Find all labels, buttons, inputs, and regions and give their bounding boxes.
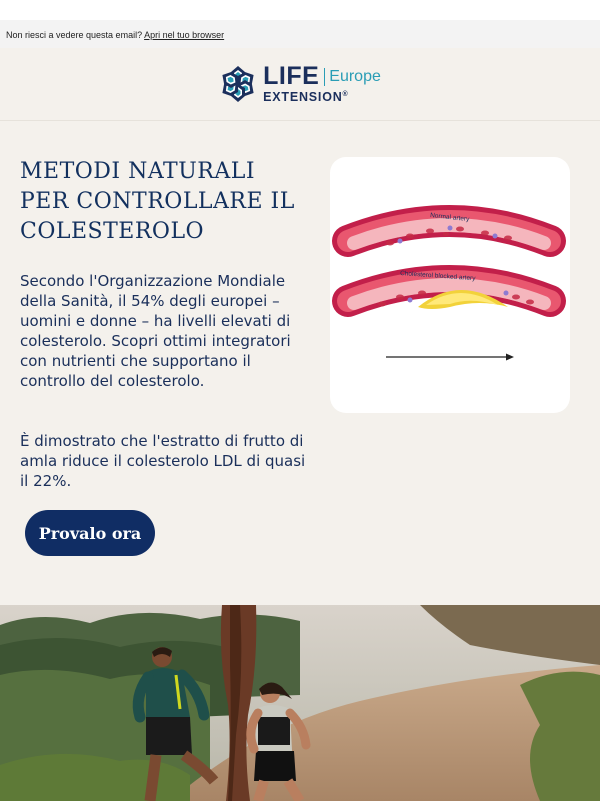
- hero-paragraph-2: È dimostrato che l'estratto di frutto di amla riduce il colesterolo LDL di quasi il 22%.: [20, 432, 306, 490]
- preheader-bar: [0, 20, 600, 48]
- try-it-button[interactable]: Provalo ora: [25, 510, 155, 556]
- normal-artery-label: Normal artery: [429, 212, 470, 224]
- hero-section: [0, 121, 600, 605]
- blocked-artery-label: Cholesterol blocked artery: [399, 270, 476, 283]
- trail-runners-image: [0, 605, 600, 801]
- hero-paragraph-1: Secondo l'Organizzazione Mondiale della Sanità, il 54% degli europei – uomini e donne – ha livelli elevati di colesterolo. Scopri ottimi integratori con nutrienti che supportano il controllo del colesterolo.: [20, 272, 291, 390]
- preheader-text: Non riesci a vedere questa email?: [6, 30, 143, 40]
- blocked-artery: [348, 270, 550, 309]
- logo-mark-icon: [219, 64, 257, 104]
- normal-artery: [348, 212, 550, 245]
- logo-europe-text: Europe: [329, 67, 381, 85]
- artery-illustration-card: [330, 157, 570, 413]
- open-in-browser-link[interactable]: Apri nel tuo browser: [144, 30, 225, 40]
- logo-wordmark: [263, 64, 381, 104]
- logo-life-text: LIFE: [263, 62, 320, 91]
- logo-separator: [324, 68, 325, 86]
- flow-arrow-icon: [386, 354, 514, 361]
- runners-photo: [0, 605, 600, 801]
- artery-illustration: [330, 157, 570, 413]
- email-header: [0, 48, 600, 121]
- hero-title: METODI NATURALI PER CONTROLLARE IL COLESTEROLO: [20, 159, 295, 244]
- logo-extension-text: EXTENSION®: [263, 90, 349, 105]
- life-extension-logo[interactable]: [219, 64, 381, 104]
- top-spacer: [0, 0, 600, 20]
